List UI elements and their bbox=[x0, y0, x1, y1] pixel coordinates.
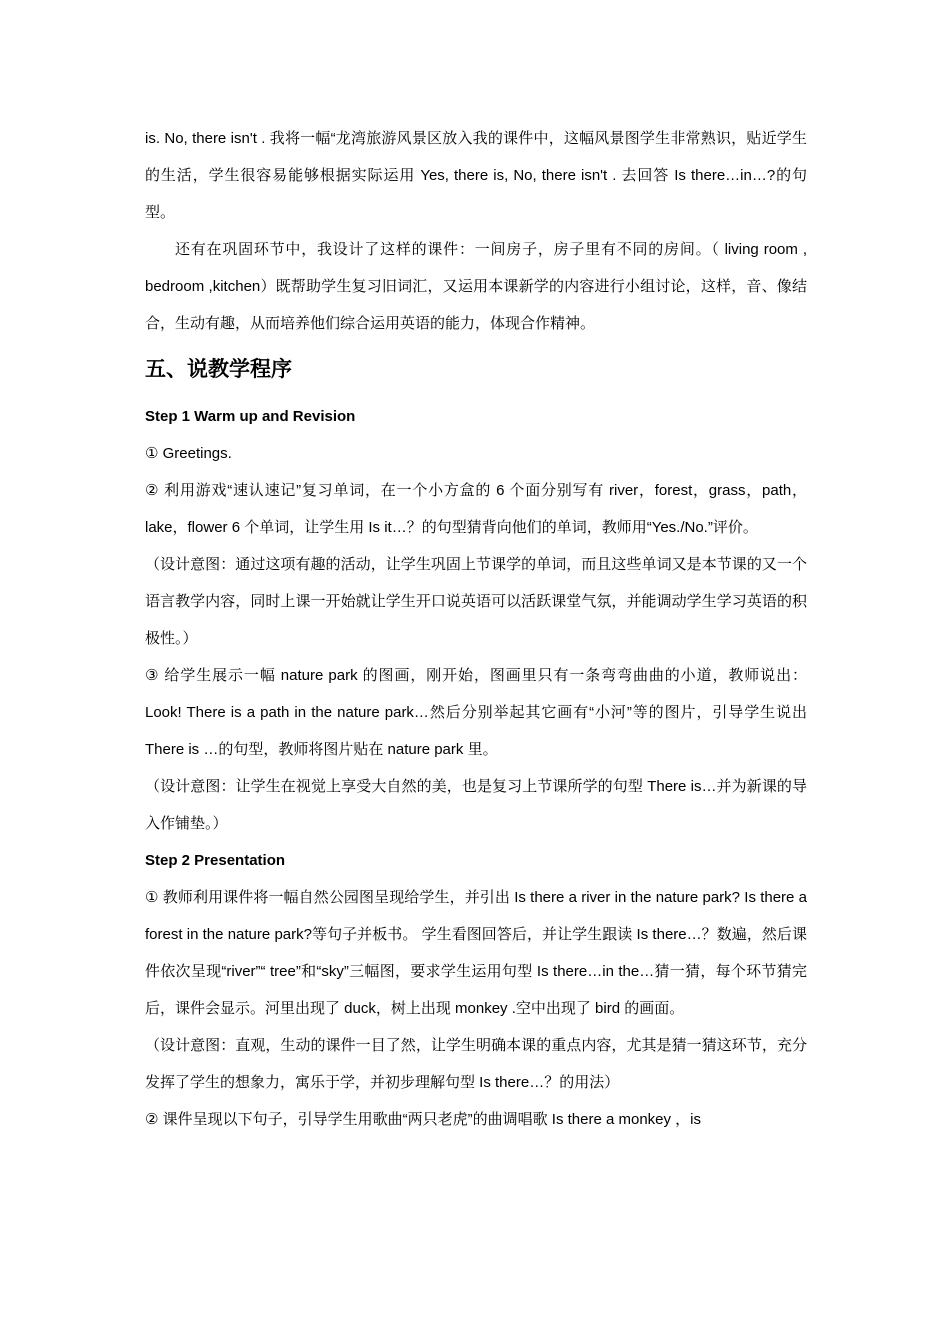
step1-design-note-1: （设计意图：通过这项有趣的活动，让学生巩固上节课学的单词，而且这些单词又是本节课的又一个语言教学内容，同时上课一开始就让学生开口说英语可以活跃课堂气氛，并能调动学生学习英语的积极性。） bbox=[145, 556, 807, 647]
step2-item-courseware: ① 教师利用课件将一幅自然公园图呈现给学生，并引出 Is there a river in the nature park? Is there a forest in the nature park?等句子并板书。 学生看图回答后，并让学生跟读 Is there…？数遍，然后课件依次呈现“river”“ tree”和“sky”三幅图，要求学生运用句型 Is there…in the…猜一猜，每个环节猜完后，课件会显示。河里出现了 duck，树上出现 monkey .空中出现了 bird 的画面。 bbox=[145, 889, 807, 1017]
step1-design-note-2: （设计意图：让学生在视觉上享受大自然的美，也是复习上节课所学的句型 There is…并为新课的导入作铺垫。） bbox=[145, 778, 807, 832]
paragraph-intro-continued: is. No, there isn't . 我将一幅“龙湾旅游风景区放入我的课件中，这幅风景图学生非常熟识，贴近学生的生活，学生很容易能够根据实际运用 Yes, there is, No, there isn't . 去回答 Is there…in…?的句型。 bbox=[145, 130, 807, 221]
step1-title: Step 1 Warm up and Revision bbox=[145, 408, 356, 425]
paragraph-consolidation: 还有在巩固环节中，我设计了这样的课件：一间房子，房子里有不同的房间。（ living room , bedroom ,kitchen）既帮助学生复习旧词汇，又运用本课新学的内容进行小组讨论，这样，音、像结合，生动有趣，从而培养他们综合运用英语的能力，体现合作精神。 bbox=[145, 241, 807, 332]
step1-item-greetings: ① Greetings. bbox=[145, 445, 232, 462]
step2-design-note: （设计意图：直观，生动的课件一目了然，让学生明确本课的重点内容，尤其是猜一猜这环节，充分发挥了学生的想象力，寓乐于学，并初步理解句型 Is there…？的用法） bbox=[145, 1037, 807, 1091]
step2-item-song: ② 课件呈现以下句子，引导学生用歌曲“两只老虎”的曲调唱歌 Is there a monkey ，is bbox=[145, 1111, 701, 1128]
section-heading: 五、说教学程序 bbox=[145, 358, 292, 381]
step1-item-nature-park: ③ 给学生展示一幅 nature park 的图画，刚开始，图画里只有一条弯弯曲曲的小道，教师说出：Look! There is a path in the nature park…然后分别举起其它画有“小河”等的图片，引导学生说出 There is …的句型，教师将图片贴在 nature park 里。 bbox=[145, 667, 807, 758]
step1-item-game: ② 利用游戏“速认速记”复习单词，在一个小方盒的 6 个面分别写有 river，forest，grass，path，lake，flower 6 个单词，让学生用 Is it…？的句型猜背向他们的单词，教师用“Yes./No.”评价。 bbox=[145, 482, 807, 536]
document-body bbox=[145, 120, 807, 1138]
step2-title: Step 2 Presentation bbox=[145, 852, 286, 869]
